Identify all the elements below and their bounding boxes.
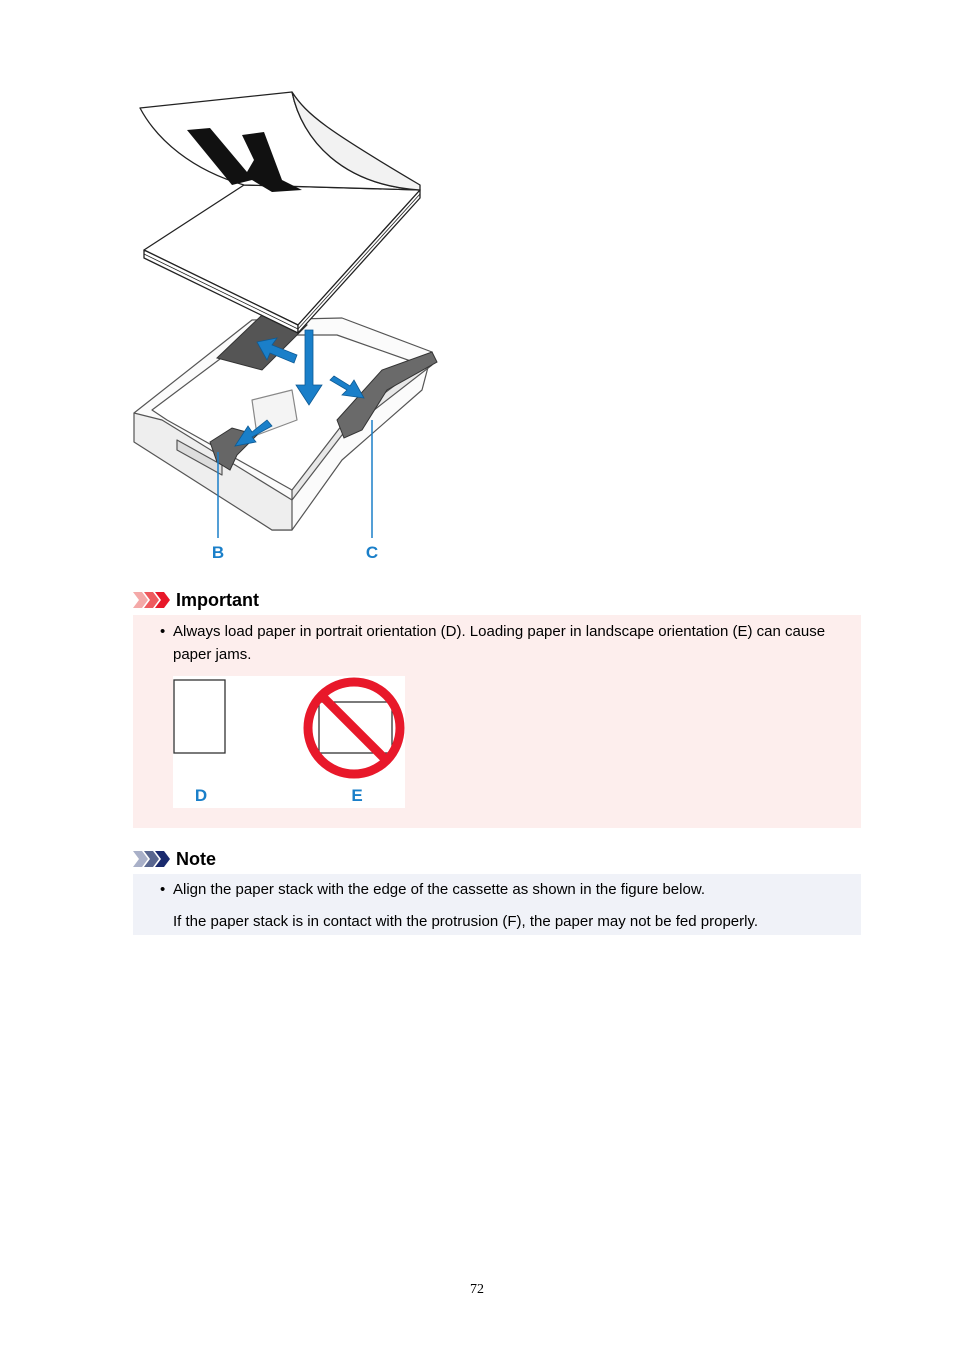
note-title: Note: [176, 848, 216, 869]
important-header: [133, 589, 259, 611]
portrait-sheet: [174, 680, 225, 753]
important-text: Always load paper in portrait orientation (D). Loading paper in landscape orientation (E) can cause paper jams.: [173, 623, 826, 663]
important-box: [133, 615, 861, 828]
orientation-figure: [173, 676, 405, 808]
note-box: [133, 874, 861, 935]
note-bullet: •: [160, 881, 166, 898]
cassette-illustration: [132, 90, 442, 565]
page-number: 72: [470, 1282, 484, 1297]
label-d: D: [194, 786, 208, 805]
paper-stack: [140, 92, 420, 333]
important-bullet: •: [160, 623, 166, 640]
label-b: B: [211, 543, 225, 562]
note-text: Align the paper stack with the edge of the cassette as shown in the figure below.: [173, 881, 705, 898]
label-e: E: [351, 786, 363, 805]
note-text-secondary: If the paper stack is in contact with the protrusion (F), the paper may not be fed properly.: [173, 913, 759, 930]
label-c: C: [365, 543, 379, 562]
note-arrows-icon: [133, 851, 171, 867]
important-arrows-icon: [133, 592, 171, 608]
note-header: [133, 848, 216, 870]
important-title: Important: [176, 589, 259, 610]
